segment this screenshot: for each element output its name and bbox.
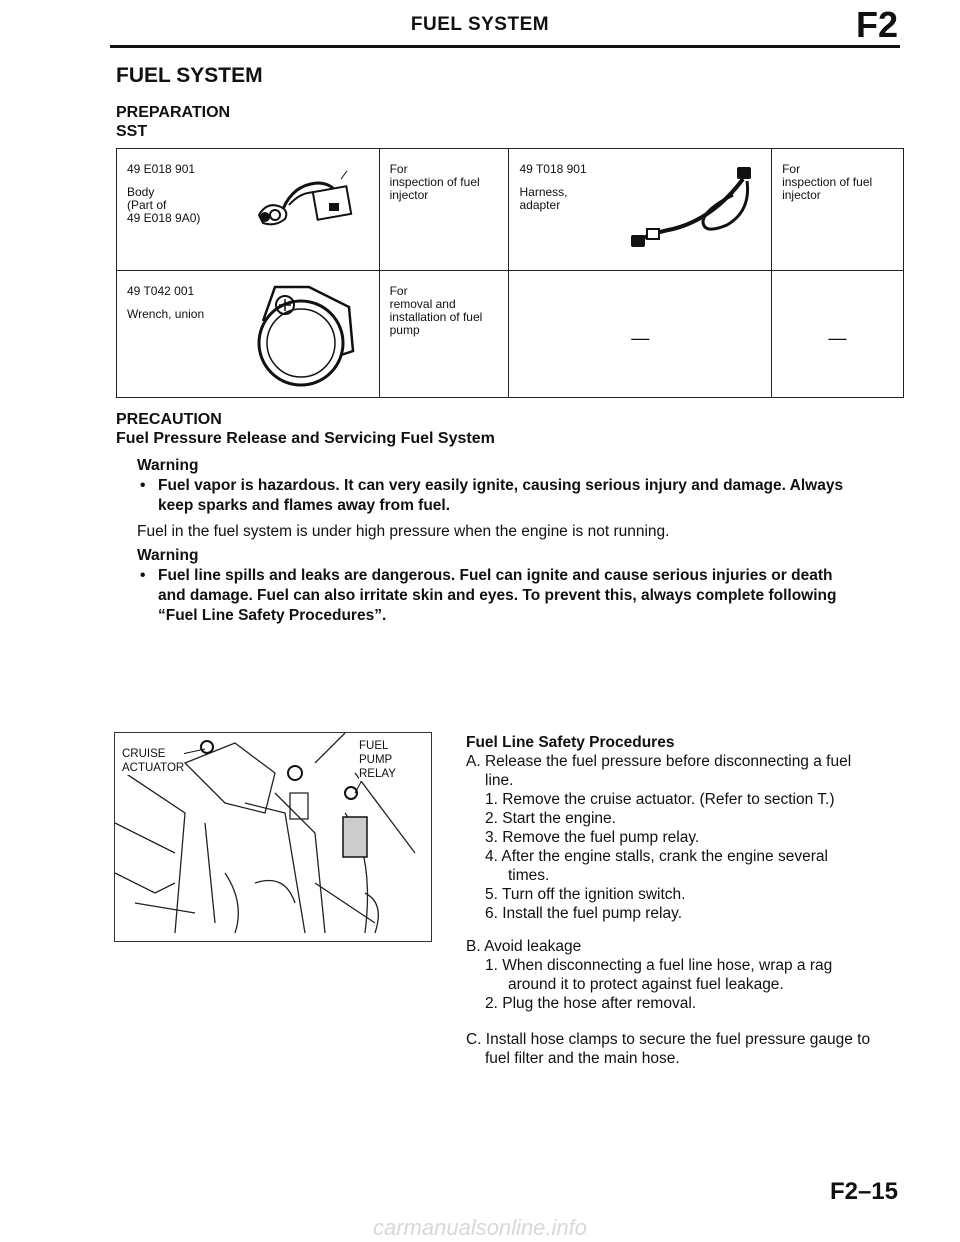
sst-tool-cell	[117, 149, 380, 271]
sst-tool-cell	[117, 271, 380, 398]
pressure-note: Fuel in the fuel system is under high pressure when the engine is not running.	[137, 523, 670, 540]
header-rule	[110, 45, 900, 48]
purpose-line: For	[389, 284, 408, 298]
sst-empty-tool-cell: —	[509, 271, 772, 398]
procedure-substep: 1. Remove the cruise actuator. (Refer to section T.)	[485, 791, 835, 808]
tool-number: 49 T018 901	[519, 162, 587, 176]
callout-line: FUEL	[359, 740, 389, 752]
procedure-substep: 6. Install the fuel pump relay.	[485, 905, 683, 922]
procedure-step: A. Release the fuel pressure before disconnecting a fuel	[466, 753, 852, 770]
sst-table	[116, 148, 904, 398]
callout-line: PUMP	[359, 754, 393, 766]
procedures-heading: Fuel Line Safety Procedures	[466, 734, 675, 751]
purpose-line: removal and	[389, 297, 456, 311]
sst-row	[117, 149, 904, 271]
procedure-substep: around it to protect against fuel leakage.	[508, 976, 784, 993]
cruise-actuator-callout	[122, 747, 184, 775]
purpose-line: injector	[782, 188, 821, 202]
callout-line: RELAY	[359, 768, 396, 780]
procedure-substep: 2. Start the engine.	[485, 810, 616, 827]
tool-name-line: 49 E018 9A0)	[127, 211, 201, 225]
sst-row	[117, 271, 904, 398]
sst-tool-cell	[509, 149, 772, 271]
tool-name-line: Body	[127, 185, 155, 199]
tool-name-line: Wrench, union	[127, 307, 205, 321]
procedure-substep: 3. Remove the fuel pump relay.	[485, 829, 700, 846]
warning-text: “Fuel Line Safety Procedures”.	[158, 607, 387, 624]
callout-line: CRUISE	[122, 748, 166, 760]
purpose-line: inspection of fuel	[782, 175, 873, 189]
warning-label: Warning	[137, 547, 199, 564]
header-section-code: F2	[855, 4, 898, 45]
watermark: carmanualsonline.info	[372, 1215, 588, 1240]
tool-number: 49 T042 001	[127, 284, 195, 298]
procedure-step: C. Install hose clamps to secure the fuel pressure gauge to	[466, 1031, 871, 1048]
sst-heading: SST	[116, 123, 148, 140]
precaution-subheading: Fuel Pressure Release and Servicing Fuel System	[116, 430, 495, 447]
sst-purpose-cell	[772, 149, 904, 271]
procedure-substep: 2. Plug the hose after removal.	[485, 995, 697, 1012]
tool-name-line: Harness,	[519, 185, 568, 199]
purpose-line: For	[389, 162, 408, 176]
procedure-substep: 1. When disconnecting a fuel line hose, wrap a rag	[485, 957, 833, 974]
warning-text: • Fuel vapor is hazardous. It can very easily ignite, causing serious injury and damage. Always	[158, 476, 843, 496]
page-number: F2–15	[829, 1178, 898, 1205]
engine-bay-figure	[114, 732, 432, 942]
header-title: FUEL SYSTEM	[410, 14, 550, 35]
tool-name-line: (Part of	[127, 198, 167, 212]
callout-line: ACTUATOR	[122, 762, 185, 774]
union-wrench-icon	[245, 281, 363, 391]
tool-number: 49 E018 901	[127, 162, 196, 176]
procedure-substep: 4. After the engine stalls, crank the engine several	[485, 848, 828, 865]
page-title: FUEL SYSTEM	[116, 64, 263, 87]
purpose-line: For	[782, 162, 801, 176]
purpose-line: installation of fuel	[389, 310, 483, 324]
sst-empty-purpose-cell: —	[772, 271, 904, 398]
tool-name-line: adapter	[519, 198, 561, 212]
warning-text: keep sparks and flames away from fuel.	[158, 497, 451, 514]
purpose-line: inspection of fuel	[389, 175, 480, 189]
procedure-step: line.	[485, 772, 514, 789]
procedure-step: fuel filter and the main hose.	[485, 1050, 680, 1067]
procedure-substep: times.	[508, 867, 550, 884]
preparation-heading: PREPARATION	[116, 104, 231, 121]
fuel-pump-relay-callout	[359, 739, 396, 781]
purpose-line: injector	[389, 188, 429, 202]
procedure-substep: 5. Turn off the ignition switch.	[485, 886, 686, 903]
procedure-step: B. Avoid leakage	[466, 938, 582, 955]
fuel-injector-body-icon	[249, 167, 359, 237]
sst-purpose-cell	[379, 271, 509, 398]
warning-text: and damage. Fuel can also irritate skin and eyes. To prevent this, always complete following	[158, 587, 837, 604]
warning-label: Warning	[137, 457, 199, 474]
purpose-line: pump	[389, 323, 420, 337]
harness-adapter-icon	[617, 159, 767, 259]
sst-purpose-cell	[379, 149, 509, 271]
warning-text: • Fuel line spills and leaks are dangerous. Fuel can ignite and cause serious injuries or death	[158, 566, 832, 586]
precaution-heading: PRECAUTION	[116, 411, 222, 428]
